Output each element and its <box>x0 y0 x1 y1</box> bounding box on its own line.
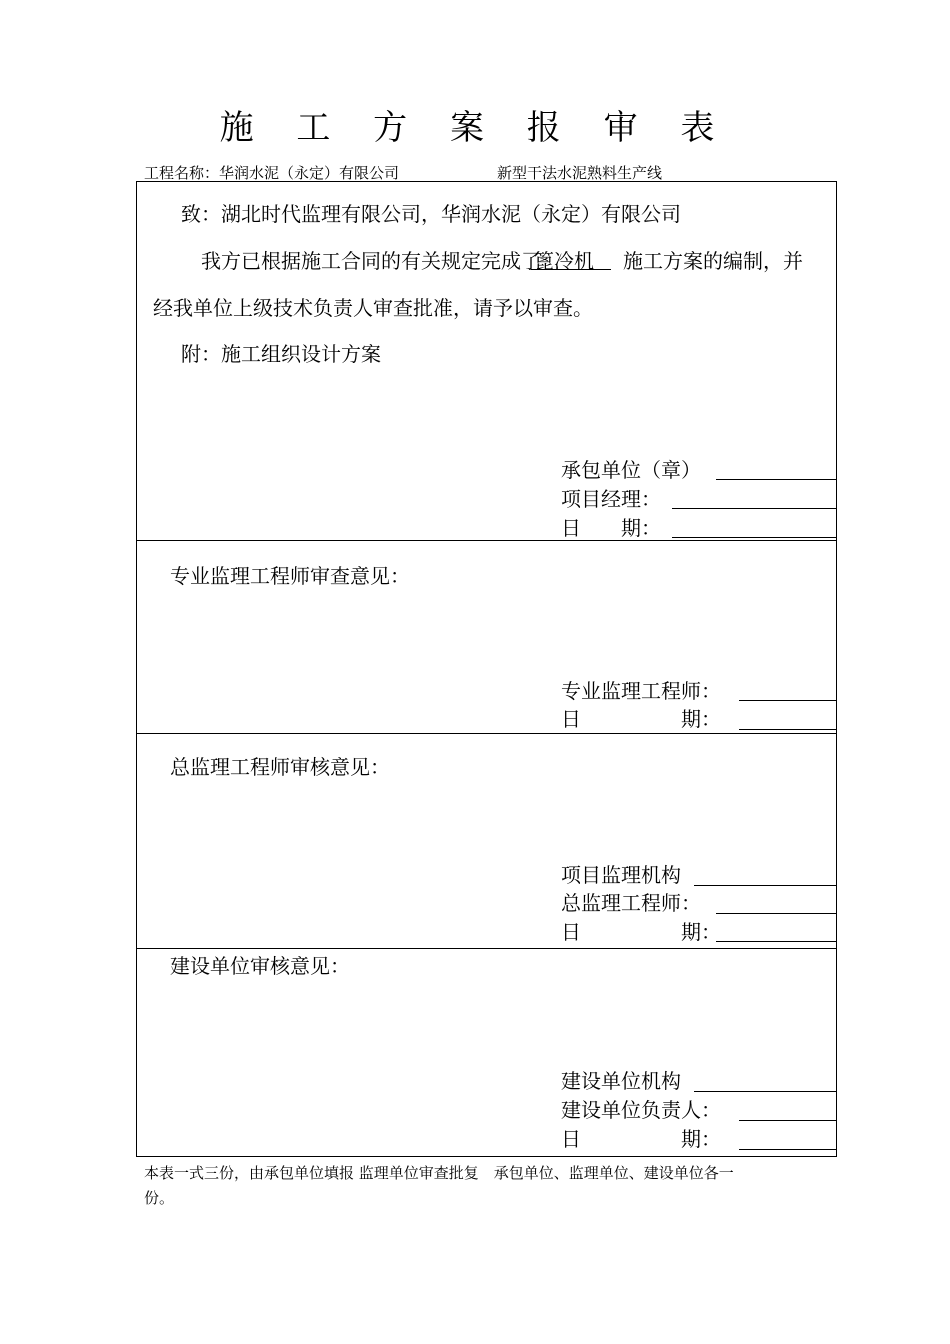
chief-engineer-line <box>716 913 837 914</box>
section-divider <box>136 540 837 541</box>
footer-note: 本表一式三份，由承包单位填报 监理单位审查批复 承包单位、监理单位、建设单位各一 <box>144 1164 734 1182</box>
owner-org-line <box>694 1091 837 1092</box>
contractor-line <box>716 479 837 480</box>
filled-item-underline <box>531 269 611 270</box>
form-table <box>136 181 837 1157</box>
section-divider <box>136 948 837 949</box>
date-label: 日 期： <box>561 516 661 540</box>
body-suffix: 施工方案的编制，并 <box>623 249 803 273</box>
date-label: 日 期： <box>561 1127 721 1151</box>
manager-label: 项目经理： <box>561 487 661 511</box>
project-line: 新型干法水泥熟料生产线 <box>497 164 663 182</box>
supervision-org-line <box>694 885 837 886</box>
manager-line <box>672 508 837 509</box>
footer-note-cont: 份。 <box>144 1189 175 1207</box>
engineer-line <box>739 700 837 701</box>
chief-engineer-label: 总监理工程师： <box>561 891 701 915</box>
addressee: 致：湖北时代监理有限公司，华润水泥（永定）有限公司 <box>181 202 681 226</box>
owner-org-label: 建设单位机构 <box>561 1069 681 1093</box>
filled-item: 篦冷机 <box>534 249 594 273</box>
project-name: 工程名称：华润水泥（永定）有限公司 <box>144 164 400 182</box>
engineer-label: 专业监理工程师： <box>561 679 721 703</box>
chief-opinion-heading: 总监理工程师审核意见： <box>170 755 390 779</box>
contractor-label: 承包单位（章） <box>561 458 701 482</box>
body-line2: 经我单位上级技术负责人审查批准，请予以审查。 <box>153 296 593 320</box>
body-prefix: 我方已根据施工合同的有关规定完成了 <box>201 249 541 273</box>
date-line <box>716 941 837 942</box>
supervision-org-label: 项目监理机构 <box>561 863 681 887</box>
engineer-opinion-heading: 专业监理工程师审查意见： <box>170 564 410 588</box>
date-line <box>739 729 837 730</box>
owner-person-line <box>739 1120 837 1121</box>
date-label: 日 期： <box>561 920 721 944</box>
date-label: 日 期： <box>561 707 721 731</box>
page-title: 施 工 方 案 报 审 表 <box>219 108 731 148</box>
date-line <box>672 537 837 538</box>
date-line <box>739 1149 837 1150</box>
attachment: 附：施工组织设计方案 <box>181 342 381 366</box>
owner-opinion-heading: 建设单位审核意见： <box>170 954 350 978</box>
section-divider <box>136 733 837 734</box>
owner-person-label: 建设单位负责人： <box>561 1098 721 1122</box>
